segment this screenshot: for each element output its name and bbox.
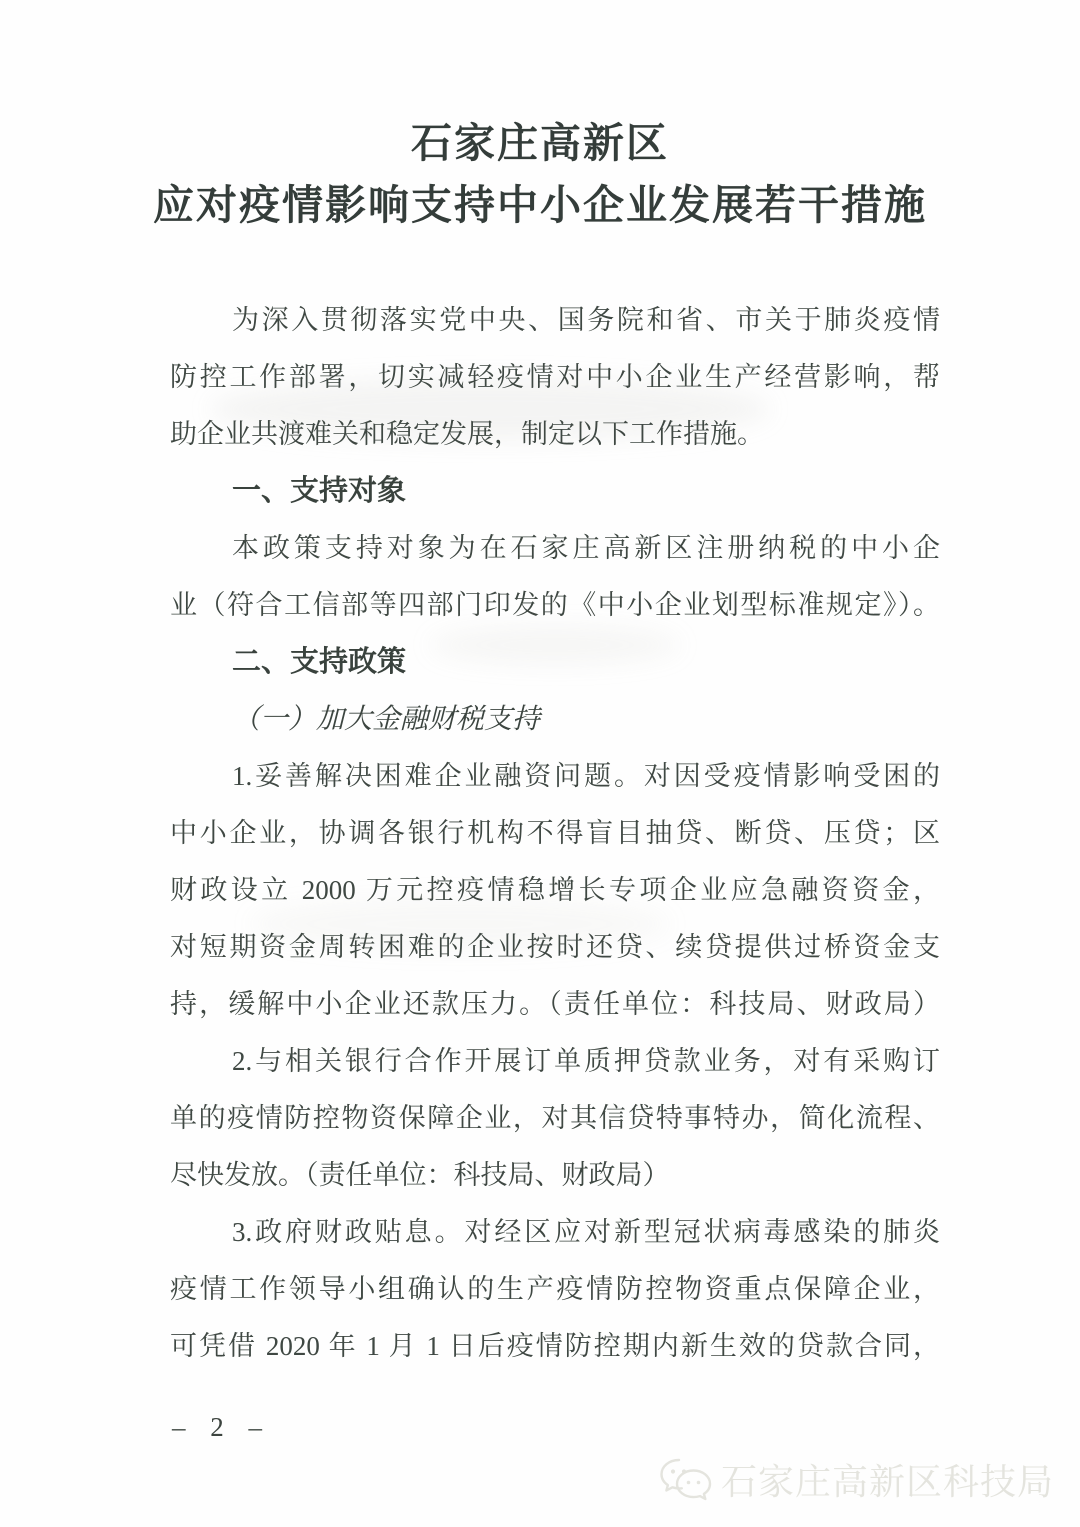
wechat-icon [658, 1456, 714, 1504]
page-number: – 2 – [172, 1412, 271, 1442]
text-line: 疫情工作领导小组确认的生产疫情防控物资重点保障企业， [170, 1274, 940, 1304]
text-line: 为深入贯彻落实党中央、国务院和省、市关于肺炎疫情 [232, 305, 940, 335]
document-title [0, 112, 1080, 236]
text-line: 单的疫情防控物资保障企业，对其信贷特事特办，简化流程、 [170, 1103, 940, 1133]
document-title-line2: 应对疫情影响支持中小企业发展若干措施 [153, 182, 927, 228]
text-line: 2.与相关银行合作开展订单质押贷款业务，对有采购订 [232, 1046, 940, 1076]
text-line: 助企业共渡难关和稳定发展，制定以下工作措施。 [170, 419, 764, 449]
text-line: 一、支持对象 [232, 475, 407, 507]
text-line: 可凭借 2020 年 1 月 1 日后疫情防控期内新生效的贷款合同， [170, 1331, 940, 1361]
text-line: 财政设立 2000 万元控疫情稳增长专项企业应急融资资金， [170, 875, 940, 905]
text-line: 持，缓解中小企业还款压力。（责任单位：科技局、财政局） [170, 989, 940, 1019]
text-line: （一）加大金融财税支持 [232, 704, 541, 735]
text-line: 本政策支持对象为在石家庄高新区注册纳税的中小企 [232, 533, 940, 563]
text-line: 二、支持政策 [232, 646, 407, 678]
text-line: 尽快发放。（责任单位：科技局、财政局） [170, 1160, 670, 1190]
document-body [170, 292, 940, 1375]
text-line: 对短期资金周转困难的企业按时还贷、续贷提供过桥资金支 [170, 932, 940, 962]
text-line: 3.政府财政贴息。对经区应对新型冠状病毒感染的肺炎 [232, 1217, 940, 1247]
text-line: 中小企业，协调各银行机构不得盲目抽贷、断贷、压贷；区 [170, 818, 940, 848]
wechat-watermark [658, 1454, 1054, 1505]
text-line: 1.妥善解决困难企业融资问题。对因受疫情影响受困的 [232, 761, 940, 791]
watermark-text: 石家庄高新区科技局 [720, 1461, 1054, 1502]
document-title-line1: 石家庄高新区 [411, 120, 669, 166]
text-line: 业（符合工信部等四部门印发的《中小企业划型标准规定》）。 [170, 590, 940, 620]
text-line: 防控工作部署，切实减轻疫情对中小企业生产经营影响，帮 [170, 362, 940, 392]
